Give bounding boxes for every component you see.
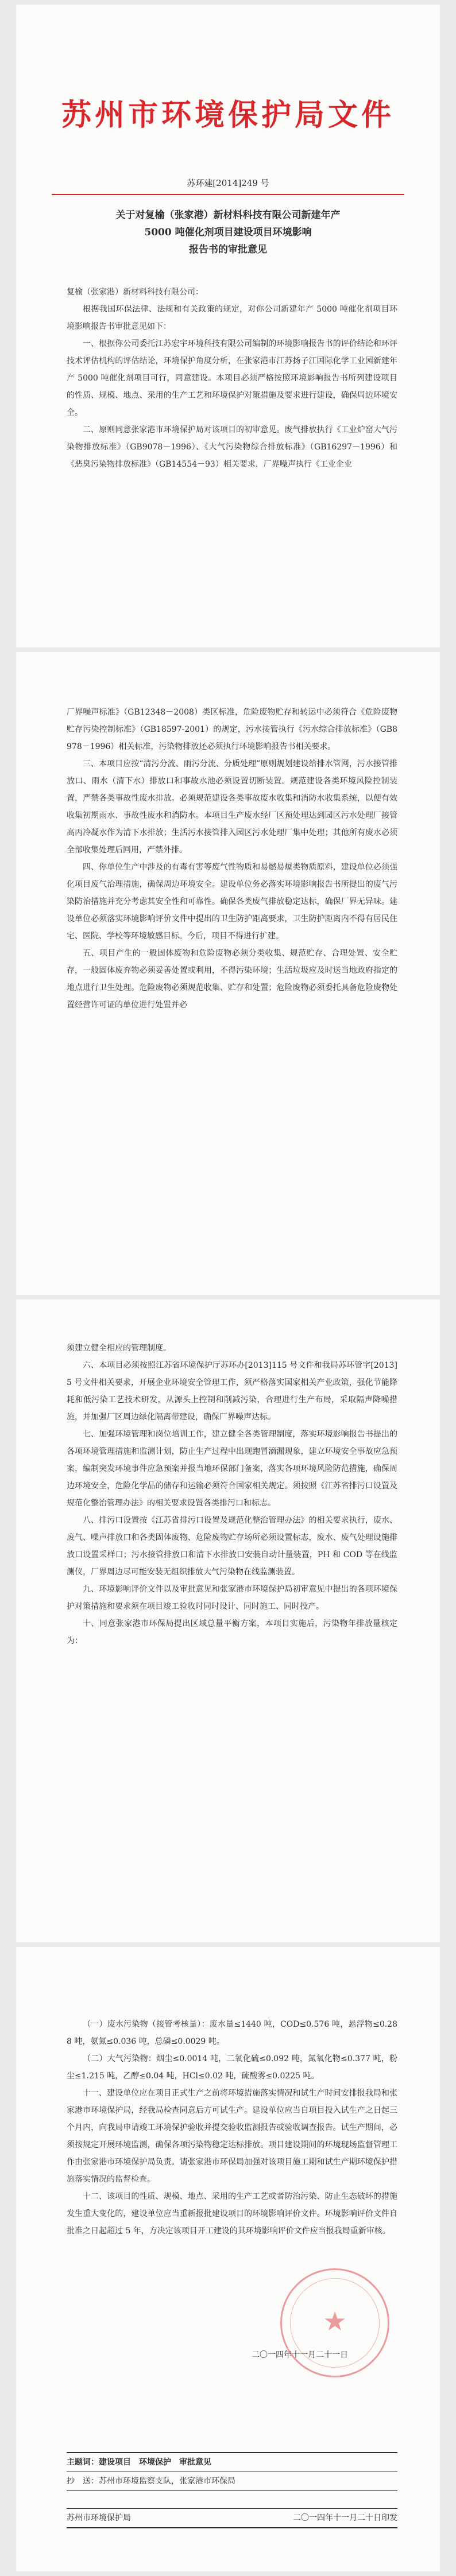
- seal-star-icon: ★: [323, 2306, 347, 2337]
- subject-words-label: 主题词：: [67, 2458, 99, 2467]
- page-4-body: [67, 2016, 397, 2240]
- paragraph: （二）大气污染物：烟尘≤0.0014 吨，二氧化硫≤0.092 吨，氮氧化物≤0.377 吨，粉尘≤1.215 吨，乙醇≤0.04 吨，HCl≤0.02 吨，硫酸雾≤0.0225 吨。: [67, 2054, 397, 2081]
- document-page-3: [16, 1299, 440, 1942]
- signing-date: 二〇一四年十一月二十一日: [252, 2350, 348, 2360]
- paragraph: 须建立健全相应的管理制度。: [67, 1344, 171, 1353]
- addressee: 复榆（张家港）新材料科技有限公司：: [67, 288, 203, 297]
- paragraph: 九、环境影响评价文件以及审批意见和张家港市环境保护局初审意见中提出的各项环境保护对策措施和要求须在项目竣工验收时同时设计、同时施工、同时投产。: [67, 1585, 397, 1611]
- paragraph: 七、加强环境管理和岗位培训工作，建立健全各类管理制度，落实环境影响报告书提出的各项环境管理措施和监测计划，防止生产过程中出现跑冒滴漏现象，建立环境安全事故应急预案，编制突发环境事件应急预案并报当地环保部门备案，落实各项环境风险防范措施，确保周边环境安全，危险化学品的储存和运输必须符合国家相关规定。须按照《江苏省排污口设置及规范化整治管理办法》的相关要求设置各类排污口和标志。: [67, 1430, 397, 1508]
- document-page-1: [16, 5, 440, 647]
- footer-spacer: [67, 2491, 397, 2508]
- issuer: 苏州市环境保护局: [67, 2513, 131, 2523]
- document-page-2: [16, 652, 440, 1295]
- issuer-row: [67, 2509, 397, 2527]
- document-page-4: [16, 1947, 440, 2571]
- paragraph: 二、原则同意张家港市环境保护局对该项目的初审意见。废气排放执行《工业炉窑大气污染物排放标准》（GB9078－1996）、《大气污染物综合排放标准》（GB16297－1996）和《恶臭污染物排放标准》（GB14554－93）相关要求，厂界噪声执行《工业企业: [67, 425, 397, 469]
- document-footer: [67, 2452, 397, 2528]
- issue-date: 二〇一四年十一月二十日印发: [293, 2513, 397, 2523]
- paragraph: 十二、该项目的性质、规模、地点、采用的生产工艺或者防治污染、防止生态破坏的措施发生重大变化的，建设单位应当重新报批建设项目的环境影响评价文件。环境影响评价文件自批准之日起超过 5 年，方决定该项目开工建设的其环境影响评价文件应当报我局重新审核。: [67, 2192, 397, 2236]
- footer-bottom-rule: [67, 2527, 397, 2528]
- paragraph: （一）废水污染物（接管考核量）：废水量≤1440 吨，COD≤0.576 吨，悬浮物≤0.288 吨，氨氮≤0.036 吨，总磷≤0.0029 吨。: [67, 2020, 397, 2046]
- subject-words-row: [67, 2453, 397, 2472]
- page-3-body: [67, 1340, 397, 1650]
- cc-row: [67, 2472, 397, 2490]
- page-1-body: [67, 284, 397, 473]
- header-red-divider: [52, 194, 404, 195]
- cc-recipients: 苏州市环境监察支队，张家港市环保局: [99, 2477, 235, 2486]
- document-title: [16, 207, 440, 258]
- paragraph: 六、本项目必须按照江苏省环境保护厅苏环办[2013]115 号文件和我局苏环管字[2013]5 号文件相关要求，开展企业环境安全管理工作，须严格落实国家相关产业政策，强化节能降耗和低污染工艺技术研发，从源头上控制和削减污染，合理进行生产布局，采取隔声降噪措施，并加强厂区周边绿化隔离带建设，确保厂界噪声达标。: [67, 1361, 397, 1422]
- paragraph: 十、同意张家港市环保局提出区域总量平衡方案，本项目实施后，污染物年排放量核定为：: [67, 1619, 397, 1646]
- paragraph: 八、排污口设置按《江苏省排污口设置及规范化整治管理办法》的相关要求执行，废水、废气、噪声排放口和各类固体废物、危险废物贮存场所必须设置标志，废水、废气处理设施排放口设置采样口；污水接管排放口和清下水排放口安装自动计量装置，PH 和 COD 等在线监测仪，厂界周边尽可能安装无组织排放大气污染物在线监测装置。: [67, 1516, 397, 1577]
- document-title-line: 报告书的审批意见: [189, 244, 267, 255]
- paragraph: 三、本项目应按“清污分流、雨污分流、分质处理”原则规划建设给排水管网，污水接管排放口、雨水（清下水）排放口和事故水池必须设置切断装置。规范建设各类环境风险控制装置，严禁各类事故性废水排放。必须规范建设各类事故废水收集和消防水收集系统，以便有效收集初期雨水、事故性废水和消防水。本项目生产废水经厂区预处理达到园区污水处理厂接管高丙冷凝水作为清下水排放；生活污水接管排入园区污水处理厂集中处理；其他所有废水必须全部收集处理后回用，严禁外排。: [67, 759, 397, 855]
- paragraph: 一、根据你公司委托江苏宏宇环境科技有限公司编制的环境影响报告书的评价结论和环评技术评估机构的评估结论，环境保护角度分析，在张家港市江苏扬子江国际化学工业园新建年产 5000 吨催化剂项目可行，同意建设。本项目必须严格按照环境影响报告书所列建设项目的性质、规模、地点、采用的生产工艺和环境保护对策措施及要求进行建设，确保周边环境安全。: [67, 339, 397, 417]
- official-seal-stamp: [280, 2268, 389, 2377]
- page-2-body: [67, 704, 397, 1014]
- paragraph: 十一、建设单位应在项目正式生产之前将环境措施落实情况和试生产时间安排报我局和张家港市环境保护局，经我局检查同意后方可试生产。建设单位应当自项目投入试生产之日起三个月内，向我局申请竣工环境保护验收并提交验收监测报告或验收调查报告。试生产期间，必须按规定开展环境监测，确保各项污染物稳定达标排放。项目建设期间的环境现场监督管理工作由张家港市环境保护局负责。请张家港市环保局加强对该项目施工期和试生产期环境保护措施落实情况的监督检查。: [67, 2089, 397, 2184]
- document-title-line: 5000 吨催化剂项目建设项目环境影响: [144, 227, 312, 238]
- cc-label: 抄 送：: [67, 2477, 99, 2486]
- paragraph: 根据我国环保法律、法规和有关政策的规定，对你公司新建年产 5000 吨催化剂项目环境影响报告书审批意见如下：: [67, 305, 397, 331]
- paragraph: 五、项目产生的一般固体废物和危险废物必须分类收集、规范贮存、合理处置、安全贮存，一般固体废弃物必须妥善处置或利用，不得污染环境；生活垃圾应及时送当地政府指定的地点进行卫生处理。危险废物必须规范收集、贮存和处置；危险废物必须委托具备危险废物处置经营许可证的单位进行处置并必: [67, 949, 397, 1010]
- document-title-line: 关于对复榆（张家港）新材料科技有限公司新建年产: [115, 210, 341, 221]
- document-header-title: 苏州市环境保护局文件: [61, 98, 395, 133]
- paragraph: 四、你单位生产中涉及的有毒有害等废气性物质和易燃易爆类物质原料，建设单位必须强化项目废气治理措施，确保周边环境安全。建设单位务必落实环境影响报告书所提出的废气污染防治措施并充分考虑其安全性和可靠性。确保各类废气排放稳定达标，确保厂界无异味。建设单位必须落实环境影响评价文件中提出的卫生防护距离要求，卫生防护距离内不得有居民住宅、医院、学校等环境敏感目标。今后，项目不得进行扩建。: [67, 863, 397, 941]
- document-number: 苏环建[2014]249 号: [187, 178, 269, 188]
- subject-words: 建设项目 环境保护 审批意见: [99, 2458, 211, 2467]
- paragraph: 厂界噪声标准》（GB12348－2008）类区标准，危险废物贮存和转运中必须符合《危险废物贮存污染控制标准》（GB18597-2001）的规定，污水接管执行《污水综合排放标准》（GB8978－1996）相关标准，污染物排放还必须执行环境影响报告书相关要求。: [67, 708, 397, 751]
